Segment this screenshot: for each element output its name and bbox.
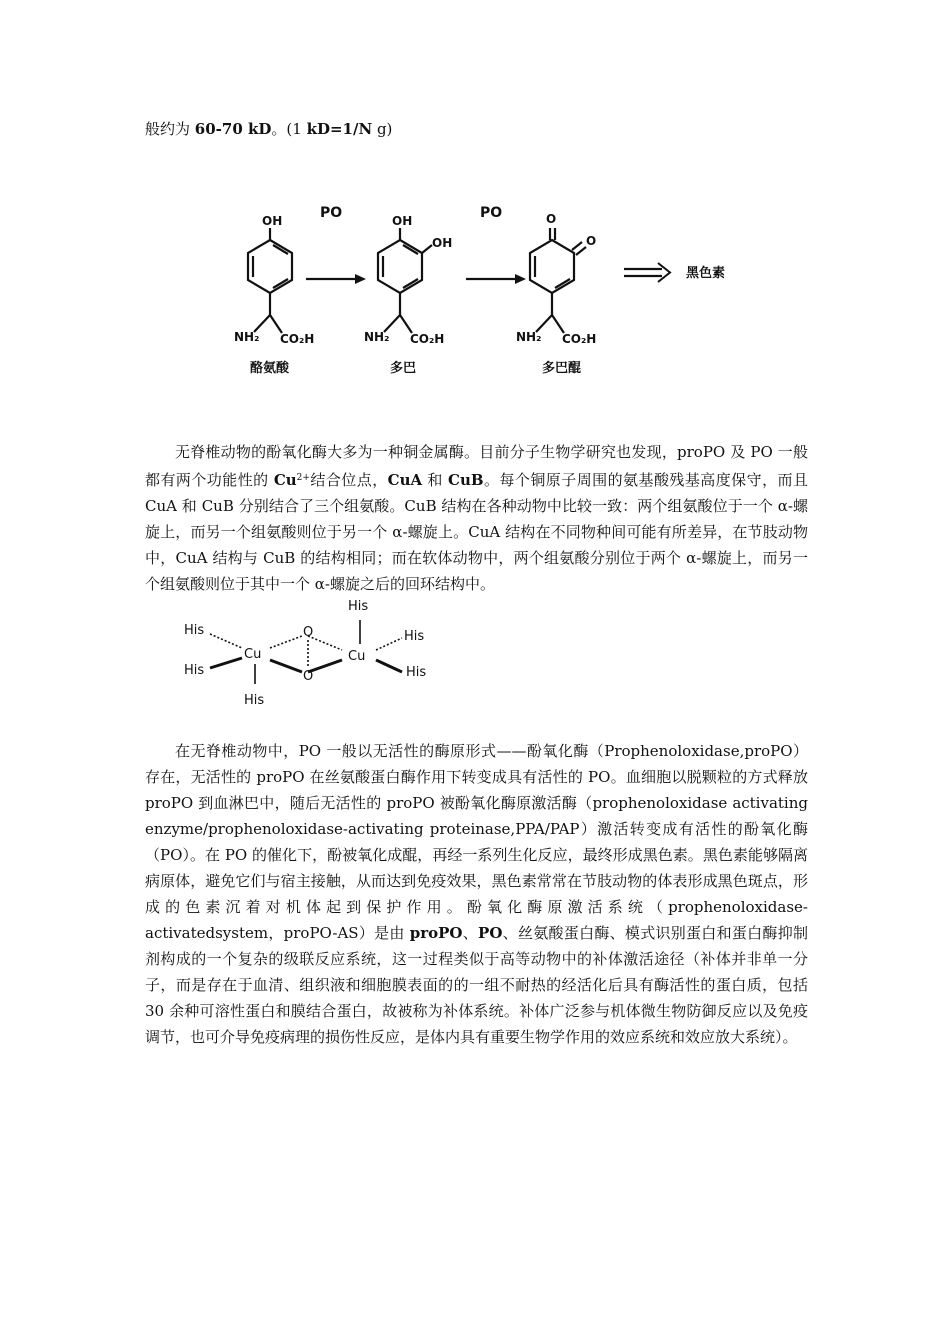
his-top: His [348, 599, 369, 614]
p2-text-1: 在无脊椎动物中，PO 一般以无活性的酶原形式——酚氧化酶（Prophenoloxidase,proPO）存在，无活性的 proPO 在丝氨酸蛋白酶作用下转变成具有活性的 PO。血细胞以脱颗粒的方式释放 proPO 到血淋巴中，随后无活性的 proPO 被酚氧化酶原激活酶（prophenoloxidase activating enzyme/prophenoloxidase-activating proteinase,PPA/PAP）激活转变成有活性的酚氧化酶（PO）。在 PO 的催化下，酚被氧化成醌，再经一系列生化反应，最终形成黑色素。黑色素能够隔离病原体，避免它们与宿主接触，从而达到免疫效果，黑色素常常在节肢动物的体表形成黑色斑点，形成的色素沉着对机体起到保护作用。酚氧化酶原激活系统（prophenoloxidase-activatedsystem，proPO-AS）是由 [145, 742, 808, 942]
p1-text-3: 和 [422, 471, 449, 489]
tyr-name: 酪氨酸 [250, 361, 290, 376]
p2-po: PO [478, 924, 503, 942]
cu-left: Cu [244, 647, 262, 662]
p2-text-2: 、 [462, 924, 479, 942]
top-line-prefix: 般约为 [145, 120, 195, 138]
dopa-name: 多巴 [390, 361, 417, 376]
p1-text-1: 无脊椎动物的酚氧化酶大多为一种铜金属酶。目前分子生物学研究也发现，proPO 及 PO 一般都有两个功能性的 [145, 443, 808, 489]
p1-text-2: 结合位点， [309, 471, 388, 489]
p1-sup: 2+ [296, 473, 310, 483]
copper-site-diagram [180, 592, 440, 712]
tyr-nh2: NH₂ [234, 330, 260, 344]
dopa-oh-2: OH [432, 236, 453, 250]
page-top-line [145, 118, 392, 140]
p1-cu: Cu [273, 471, 297, 489]
melanin-label: 黑色素 [686, 266, 726, 281]
p2-propo: proPO [409, 924, 463, 942]
dopa-nh2: NH₂ [364, 330, 390, 344]
o-lower: O [303, 669, 314, 684]
reaction-scheme [220, 195, 760, 395]
p2-text-3: 、丝氨酸蛋白酶、模式识别蛋白和蛋白酶抑制剂构成的一个复杂的级联反应系统，这一过程类似于高等动物中的补体激活途径（补体并非单一分子，而是存在于血清、组织液和细胞膜表面的的一组不耐热的经活化后具有酶活性的蛋白质，包括 30 余种可溶性蛋白和膜结合蛋白，故被称为补体系统。补体广泛参与机体微生物防御反应以及免疫调节，也可介导免疫病理的损伤性反应，是体内具有重要生物学作用的效应系统和效应放大系统）。 [145, 924, 808, 1046]
cu-right: Cu [348, 649, 366, 664]
top-line-bold: 60-70 kD [194, 120, 272, 138]
dopa-co2h: CO₂H [410, 332, 445, 346]
top-line-bold2: kD=1/N [306, 120, 373, 138]
dopaquinone-nh2: NH₂ [516, 330, 542, 344]
po-label-1: PO [320, 205, 343, 221]
o-upper: O [303, 625, 314, 640]
p1-text-4: 。每个铜原子周围的氨基酸残基高度保守，而且 CuA 和 CuB 分别结合了三个组氨酸。CuB 结构在各种动物中比较一致：两个组氨酸位于一个 α-螺旋上，而另一个组氨酸则位于另一个 α-螺旋上。CuA 结构在不同物种间可能有所差异，在节肢动物中，CuA 结构与 CuB 的结构相同；而在软体动物中，两个组氨酸分别位于两个 α-螺旋上，而另一个组氨酸则位于其中一个 α-螺旋之后的回环结构中。 [145, 471, 808, 593]
dopaquinone-o-2: O [586, 234, 597, 248]
top-line-suffix: g) [372, 120, 393, 138]
his-lower-right: His [406, 665, 427, 680]
tyr-co2h: CO₂H [280, 332, 315, 346]
dopaquinone-co2h: CO₂H [562, 332, 597, 346]
paragraph-copper-enzyme [145, 439, 808, 597]
dopa-oh-1: OH [392, 214, 413, 228]
dopaquinone-o-1: O [546, 212, 557, 226]
tyr-oh: OH [262, 214, 283, 228]
top-line-mid: 。(1 [271, 120, 307, 138]
dopaquinone-name: 多巴醌 [542, 361, 582, 376]
his-upper-right: His [404, 629, 425, 644]
his-bottom: His [244, 693, 265, 708]
his-lower-left: His [184, 663, 205, 678]
p1-cua: CuA [387, 471, 423, 489]
po-label-2: PO [480, 205, 503, 221]
his-upper-left: His [184, 623, 205, 638]
paragraph-propo-system [145, 738, 808, 1050]
p1-cub: CuB [448, 471, 484, 489]
